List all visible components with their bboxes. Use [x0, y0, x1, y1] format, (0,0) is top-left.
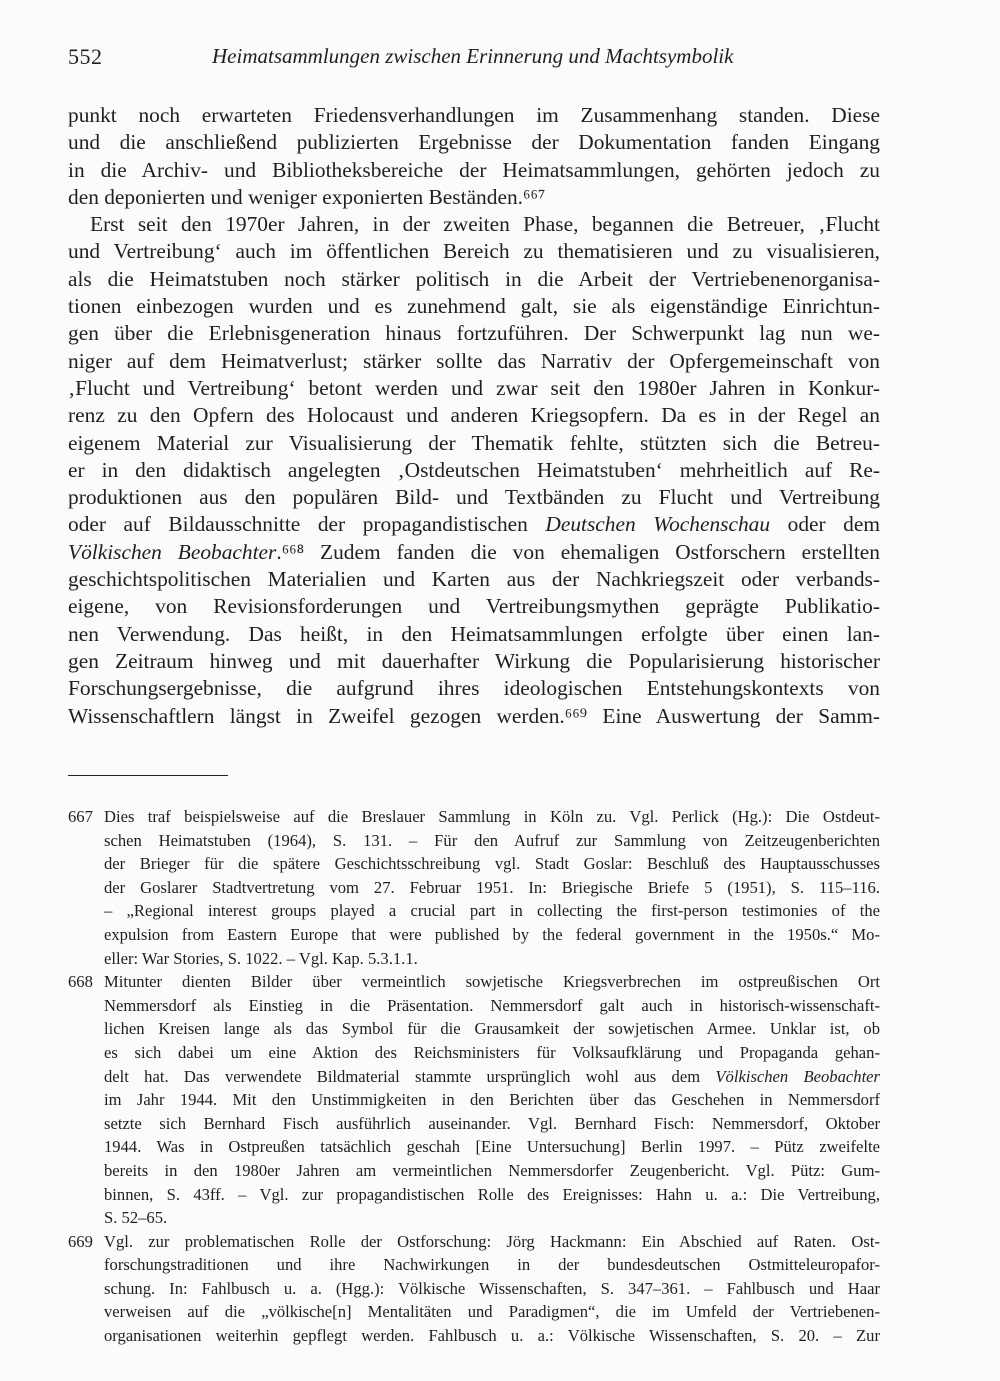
body-line: den deponierten und weniger exponierten Beständen.⁶⁶⁷	[68, 184, 546, 209]
footnote-line: lichen Kreisen lange als das Symbol für die Grausamkeit der sowjetischen Armee. Unklar ist, ob	[104, 1019, 880, 1039]
body-line: punkt noch erwarteten Friedensverhandlungen im Zusammenhang standen. Diese	[68, 103, 880, 127]
page-number: 552	[68, 44, 103, 69]
body-line: Erst seit den 1970er Jahren, in der zweiten Phase, begannen die Betreuer, ‚Flucht	[90, 212, 880, 237]
footnote-line: im Jahr 1944. Mit den Unstimmigkeiten in den Berichten über das Geschehen in Nemmersdorf	[104, 1090, 880, 1110]
footnote-667	[68, 805, 880, 970]
footnote-line: forschungstraditionen und ihre Nachwirkungen in der bundesdeutschen Ostmitteleuropafor-	[104, 1255, 880, 1275]
body-line: tionen einbezogen wurden und es zunehmend galt, sie als eigenständige Einrichtun-	[68, 294, 880, 319]
body-line: gen über die Erlebnisgeneration hinaus fortzuführen. Der Schwerpunkt lag nun we-	[68, 321, 880, 346]
body-line: nen Verwendung. Das heißt, in den Heimatsammlungen erfolgte über einen lan-	[68, 621, 880, 646]
running-title: Heimatsammlungen zwischen Erinnerung und Machtsymbolik	[212, 44, 734, 68]
body-line: ‚Flucht und Vertreibung‘ betont werden und zwar seit den 1980er Jahren in Konkur-	[68, 375, 880, 400]
body-line: Wissenschaftlern längst in Zweifel gezogen werden.⁶⁶⁹ Eine Auswertung der Samm-	[68, 703, 880, 728]
footnote-line: – „Regional interest groups played a crucial part in collecting the first-person testimonies of the	[104, 901, 880, 921]
footnote-668	[68, 970, 880, 1230]
body-line: und Vertreibung‘ auch im öffentlichen Bereich zu thematisieren und zu visualisieren,	[68, 239, 880, 264]
body-line: eigene, von Revisionsforderungen und Vertreibungsmythen geprägte Publikatio-	[68, 594, 880, 619]
body-line: er in den didaktisch angelegten ‚Ostdeutschen Heimatstuben‘ mehrheitlich auf Re-	[68, 457, 880, 482]
footnote-line: verweisen auf die „völkische[n] Mentalitäten und Paradigmen“, die im Umfeld der Vertriebenen-	[104, 1302, 880, 1322]
footnote-line: binnen, S. 43ff. – Vgl. zur propagandistischen Rolle des Ereignisses: Hahn u. a.: Die Vertreibung,	[104, 1184, 880, 1204]
body-text	[68, 102, 880, 730]
footnote-number: 669	[68, 1231, 93, 1251]
footnote-line: Nemmersdorf als Einstieg in die Präsentation. Nemmersdorf galt auch in historisch-wissenschaft-	[104, 995, 880, 1015]
body-line: niger auf dem Heimatverlust; stärker sollte das Narrativ der Opfergemeinschaft von	[68, 348, 880, 373]
footnote-line: der Brieger für die spätere Geschichtsschreibung vgl. Stadt Goslar: Beschluß des Hauptausschusses	[104, 854, 880, 874]
footnote-line: Dies traf beispielsweise auf die Breslauer Sammlung in Köln zu. Vgl. Perlick (Hg.): Die Ostdeut-	[104, 807, 880, 826]
footnote-rule	[68, 775, 228, 776]
footnote-line: schung. In: Fahlbusch u. a. (Hgg.): Völkische Wissenschaften, S. 347–361. – Fahlbusch und Haar	[104, 1278, 880, 1298]
body-line: geschichtspolitischen Materialien und Karten aus der Nachkriegszeit oder verbands-	[68, 567, 880, 592]
footnotes	[68, 805, 880, 1348]
footnote-line: es sich dabei um eine Aktion des Reichsministers für Volksaufklärung und Propaganda gehan-	[104, 1042, 880, 1062]
footnote-line: schen Heimatstuben (1964), S. 131. – Für den Aufruf zur Sammlung von Zeitzeugenberichten	[104, 830, 880, 850]
body-line: oder auf Bildausschnitte der propagandistischen Deutschen Wochenschau oder dem	[68, 512, 881, 537]
page-header	[68, 44, 880, 76]
footnote-line: organisationen weiterhin gepflegt werden. Fahlbusch u. a.: Völkische Wissenschaften, S. 20. – Zur	[104, 1326, 880, 1346]
footnote-line: 1944. Was in Ostpreußen tatsächlich geschah [Eine Untersuchung] Berlin 1997. – Pütz zweifelte	[104, 1137, 880, 1157]
footnote-number: 668	[68, 972, 93, 992]
body-line: Völkischen Beobachter.⁶⁶⁸ Zudem fanden die von ehemaligen Ostforschern erstellten	[68, 539, 880, 564]
body-line: eigenem Material zur Visualisierung der Thematik fehlte, stützten sich die Betreu-	[68, 430, 880, 455]
footnote-line: delt hat. Das verwendete Bildmaterial stammte ursprünglich wohl aus dem Völkischen Beobachter	[104, 1066, 881, 1086]
body-line: renz zu den Opfern des Holocaust und anderen Kriegsopfern. Da es in der Regel an	[68, 403, 880, 428]
body-line: als die Heimatstuben noch stärker politisch in die Arbeit der Vertriebenenorganisa-	[68, 266, 880, 291]
footnote-line: der Goslarer Stadtvertretung vom 27. Februar 1951. In: Briegische Briefe 5 (1951), S. 115–116.	[104, 877, 880, 897]
footnote-line: bereits in den 1980er Jahren am vermeintlichen Nemmersdorfer Zeugenbericht. Vgl. Pütz: Gum-	[104, 1160, 880, 1180]
footnote-line: setzte sich Bernhard Fisch ausführlich auseinander. Vgl. Bernhard Fisch: Nemmersdorf, Oktober	[104, 1113, 880, 1133]
footnote-line: S. 52–65.	[104, 1208, 168, 1228]
footnote-line: expulsion from Eastern Europe that were published by the federal government in the 1950s.“ Mo-	[104, 924, 880, 944]
footnote-669	[68, 1230, 880, 1348]
footnote-line: eller: War Stories, S. 1022. – Vgl. Kap. 5.3.1.1.	[104, 948, 418, 968]
book-page	[68, 0, 880, 1381]
footnote-line: Vgl. zur problematischen Rolle der Ostforschung: Jörg Hackmann: Ein Abschied auf Raten. Ost-	[104, 1231, 880, 1251]
body-line: produktionen aus den populären Bild- und Textbänden zu Flucht und Vertreibung	[68, 485, 880, 510]
body-line: in die Archiv- und Bibliotheksbereiche der Heimatsammlungen, gehörten jedoch zu	[68, 157, 880, 182]
footnote-number: 667	[68, 807, 93, 826]
footnote-line: Mitunter dienten Bilder über vermeintlich sowjetische Kriegsverbrechen im ostpreußischen Ort	[104, 972, 880, 992]
body-line: Forschungsergebnisse, die aufgrund ihres ideologischen Entstehungskontexts von	[68, 676, 880, 701]
body-line: und die anschließend publizierten Ergebnisse der Dokumentation fanden Eingang	[68, 130, 880, 155]
body-line: gen Zeitraum hinweg und mit dauerhafter Wirkung die Popularisierung historischer	[68, 648, 880, 673]
